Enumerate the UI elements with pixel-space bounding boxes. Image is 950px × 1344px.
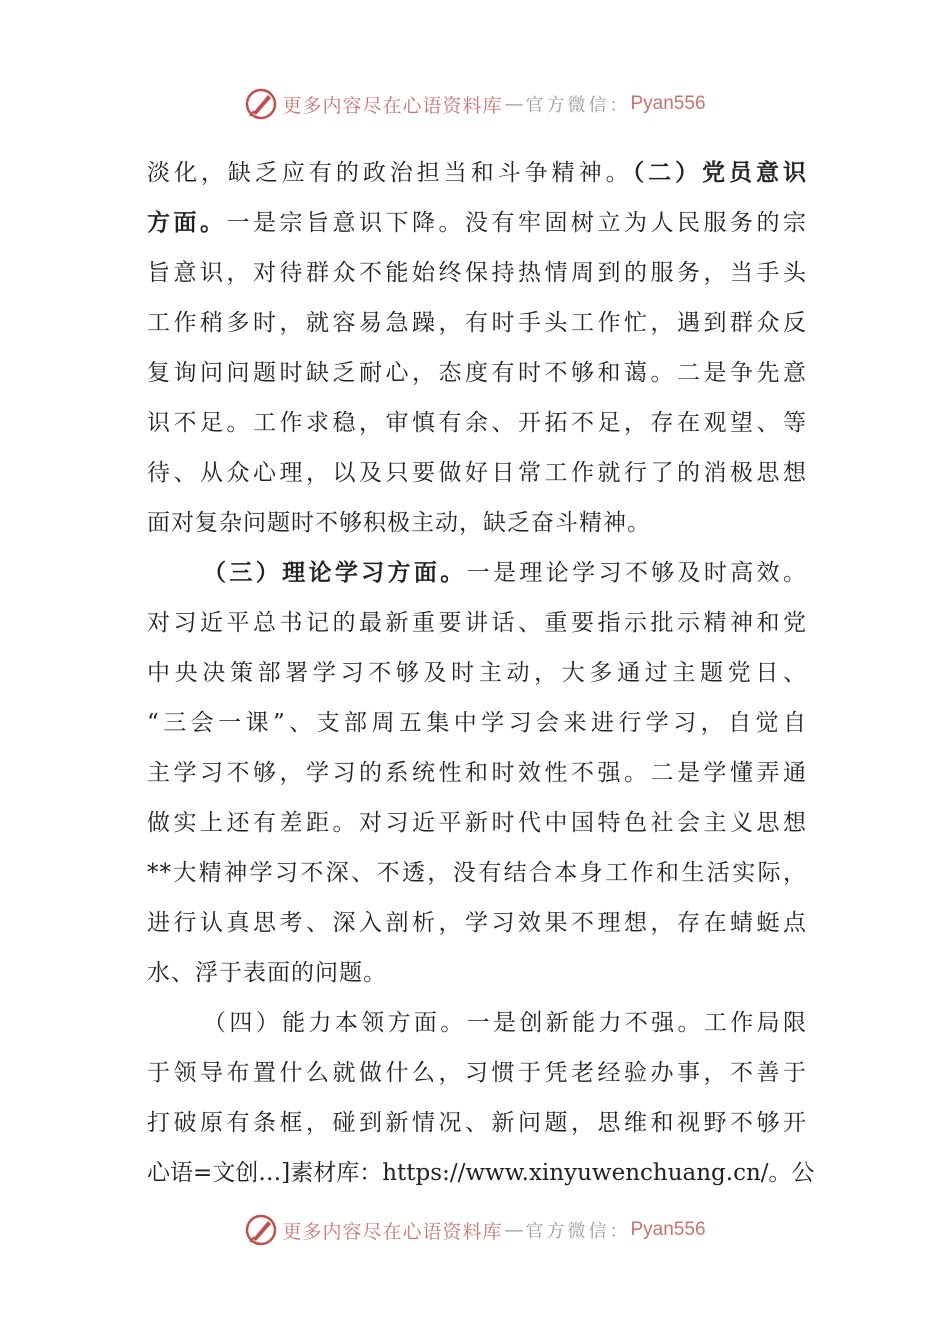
quill-logo-icon: [244, 87, 278, 121]
text-line: “三会一课”、支部周五集中学习会来进行学习，自觉自: [147, 710, 807, 736]
text-line: 淡化，缺乏应有的政治担当和斗争精神。（二）党员意识: [147, 159, 808, 186]
footer-dash: —: [504, 1219, 524, 1241]
header-account: Pyan556: [630, 93, 706, 114]
text-line: 中央决策部署学习不够及时主动，大多通过主题党日、: [147, 660, 807, 686]
text-line: 打破原有条框，碰到新情况、新问题，思维和视野不够开: [147, 1110, 807, 1136]
text-line: 工作稍多时，就容易急躁，有时手头工作忙，遇到群众反: [147, 310, 807, 336]
text-line: （三）理论学习方面。一是理论学习不够及时高效。: [203, 559, 808, 586]
footer-official-label: 官方微信：: [525, 1221, 631, 1242]
footer-title: 更多内容尽在心语资料库: [282, 1220, 503, 1243]
text-line: 旨意识，对待群众不能始终保持热情周到的服务，当手头: [147, 260, 807, 286]
text-line: 主学习不够，学习的系统性和时效性不强。二是学懂弄通: [147, 760, 807, 786]
quill-logo-icon: [244, 1213, 278, 1247]
text-line: 复询问问题时缺乏耐心，态度有时不够和蔼。二是争先意: [147, 360, 807, 386]
text-line: 识不足。工作求稳，审慎有余、开拓不足，存在观望、等: [147, 410, 807, 436]
header-dash: —: [504, 93, 524, 115]
header-official-label: 官方微信：: [525, 95, 631, 116]
text-line: 进行认真思考、深入剖析，学习效果不理想，存在蜻蜓点: [147, 910, 807, 936]
footer-account: Pyan556: [630, 1219, 706, 1240]
text-line: **大精神学习不深、不透，没有结合本身工作和生活实际，: [147, 860, 807, 886]
text-line: 做实上还有差距。对习近平新时代中国特色社会主义思想: [147, 810, 807, 836]
text-line: 待、从众心理，以及只要做好日常工作就行了的消极思想: [147, 460, 807, 486]
text-line: 面对复杂问题时不够积极主动，缺乏奋斗精神。: [147, 510, 651, 536]
text-line: 对习近平总书记的最新重要讲话、重要指示批示精神和党: [147, 610, 807, 636]
header-title: 更多内容尽在心语资料库: [282, 94, 503, 117]
text-line: 于领导布置什么就做什么，习惯于凭老经验办事，不善于: [147, 1060, 807, 1086]
document-body: [147, 148, 815, 1198]
header-banner: [0, 84, 950, 124]
footer-banner: [0, 1210, 950, 1250]
text-line: 方面。一是宗旨意识下降。没有牢固树立为人民服务的宗: [147, 209, 807, 236]
text-line: 水、浮于表面的问题。: [147, 960, 387, 986]
text-line: 心语=文创…]素材库：https://www.xinyuwenchuang.cn/。公: [147, 1160, 815, 1186]
text-line: （四）能力本领方面。一是创新能力不强。工作局限: [203, 1010, 807, 1036]
